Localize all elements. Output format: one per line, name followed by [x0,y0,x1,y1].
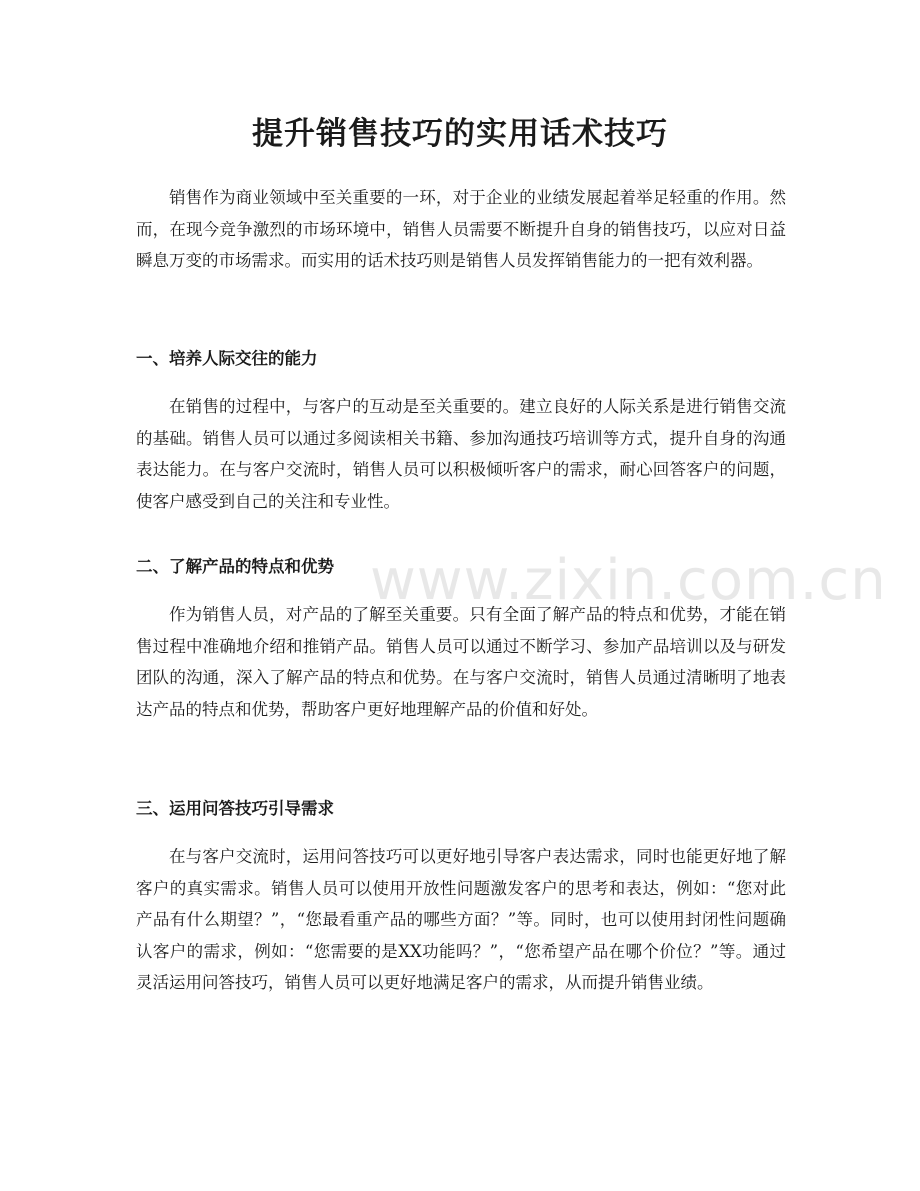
section-heading-3: 三、运用问答技巧引导需求 [136,799,334,818]
section-body-2: 作为销售人员，对产品的了解至关重要。只有全面了解产品的特点和优势，才能在销售过程中准确地介绍和推销产品。销售人员可以通过不断学习、参加产品培训以及与研发团队的沟通，深入了解产品的特点和优势。在与客户交流时，销售人员通过清晰明了地表达产品的特点和优势，帮助客户更好地理解产品的价值和好处。 [136,605,786,719]
section-body-1: 在销售的过程中，与客户的互动是至关重要的。建立良好的人际关系是进行销售交流的基础。销售人员可以通过多阅读相关书籍、参加沟通技巧培训等方式，提升自身的沟通表达能力。在与客户交流时，销售人员可以积极倾听客户的需求，耐心回答客户的问题，使客户感受到自己的关注和专业性。 [136,397,786,511]
section-heading-2: 二、了解产品的特点和优势 [136,557,334,576]
section-body-3: 在与客户交流时，运用问答技巧可以更好地引导客户表达需求，同时也能更好地了解客户的真实需求。销售人员可以使用开放性问题激发客户的思考和表达，例如：“您对此产品有什么期望？”，“您最看重产品的哪些方面？”等。同时，也可以使用封闭性问题确认客户的需求，例如：“您需要的是XX功能吗？”，“您希望产品在哪个价位？”等。通过灵活运用问答技巧，销售人员可以更好地满足客户的需求，从而提升销售业绩。 [136,847,786,992]
section-heading-1: 一、培养人际交往的能力 [136,349,318,368]
document-title: 提升销售技巧的实用话术技巧 [252,116,668,152]
watermark: www.zixin.com.cn [370,548,887,613]
intro-paragraph: 销售作为商业领域中至关重要的一环，对于企业的业绩发展起着举足轻重的作用。然而，在现今竞争激烈的市场环境中，销售人员需要不断提升自身的销售技巧，以应对日益瞬息万变的市场需求。而实用的话术技巧则是销售人员发挥销售能力的一把有效利器。 [136,188,786,270]
